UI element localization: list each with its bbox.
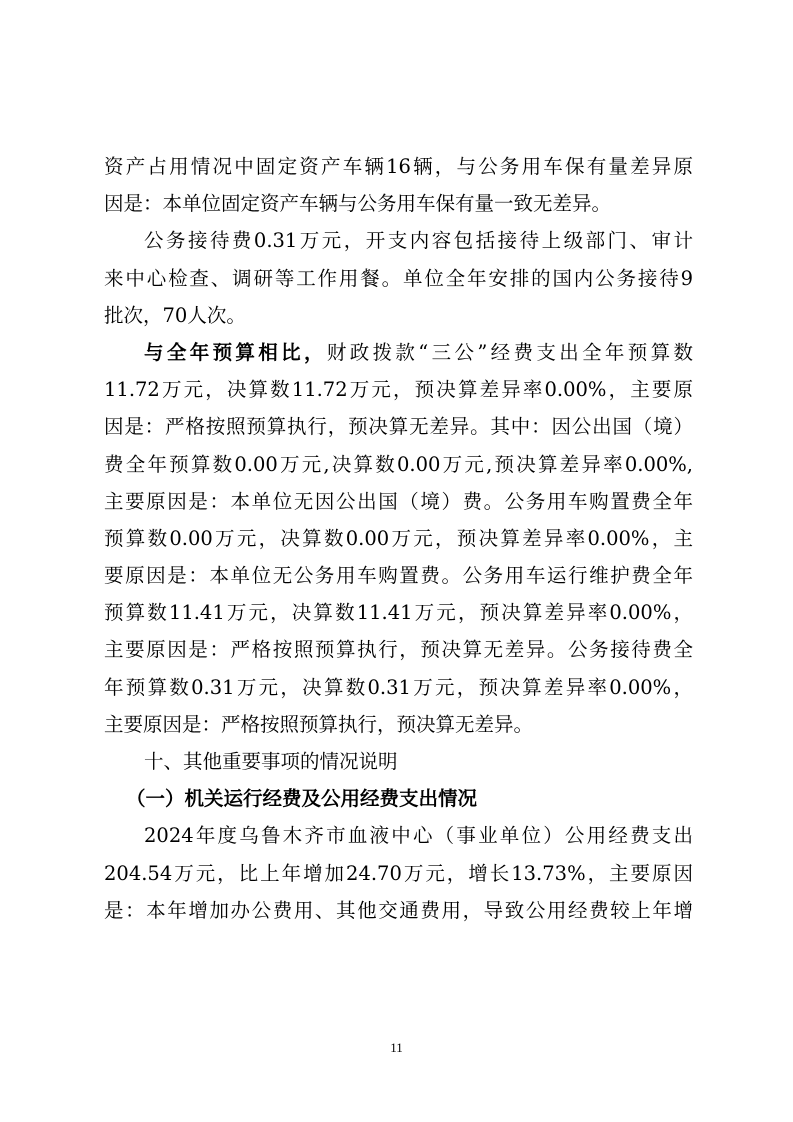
text-line: 是：本年增加办公费用、其他交通费用，导致公用经费较上年增 [104,898,693,922]
text-line: 204.54万元，比上年增加24.70万元，增长13.73%，主要原因 [104,861,693,885]
paragraph-reception-fee [104,222,693,334]
subsection-heading: （一）机关运行经费及公用经费支出情况 [126,787,478,811]
text-line: 来中心检查、调研等工作用餐。单位全年安排的国内公务接待9 [104,266,693,290]
bold-lead-text: 与全年预算相比， [144,340,327,364]
text-line: 主要原因是：本单位无因公出国（境）费。公务用车购置费全年 [104,489,693,513]
section-heading: 十、其他重要事项的情况说明 [144,750,398,773]
text-line: 11.72万元，决算数11.72万元，预决算差异率0.00%，主要原 [104,378,693,402]
text-line: 要原因是：本单位无公务用车购置费。公务用车运行维护费全年 [104,564,693,588]
text-line: 因是：本单位固定资产车辆与公务用车保有量一致无差异。 [104,192,612,216]
text-line [104,334,693,371]
text-line: 批次，70人次。 [104,303,246,327]
text-line: 资产占用情况中固定资产车辆16辆，与公务用车保有量差异原 [104,155,693,178]
text-line: 主要原因是：严格按照预算执行，预决算无差异。 [104,712,534,736]
text-line: 主要原因是：严格按照预算执行，预决算无差异。公务接待费全 [104,638,693,662]
text-line: 预算数0.00万元，决算数0.00万元，预决算差异率0.00%，主 [104,526,693,550]
text-line: 因是：严格按照预算执行，预决算无差异。其中：因公出国（境） [104,415,693,439]
page-number: 11 [390,1040,403,1055]
body-text [104,148,693,929]
paragraph-public-expenses [104,817,693,929]
text-fragment: 财政拨款“三公”经费支出全年预算数 [326,340,693,364]
paragraph-budget-comparison [104,334,693,743]
paragraph-vehicle-assets [104,148,693,222]
text-line: 年预算数0.31万元，决算数0.31万元，预决算差异率0.00%， [104,675,693,699]
text-line: 公务接待费0.31万元，开支内容包括接待上级部门、审计 [144,229,693,253]
text-line: 2024年度乌鲁木齐市血液中心（事业单位）公用经费支出 [144,824,693,848]
text-line: 费全年预算数0.00万元,决算数0.00万元,预决算差异率0.00%, [104,452,693,476]
text-line: 预算数11.41万元，决算数11.41万元，预决算差异率0.00%， [104,601,693,625]
